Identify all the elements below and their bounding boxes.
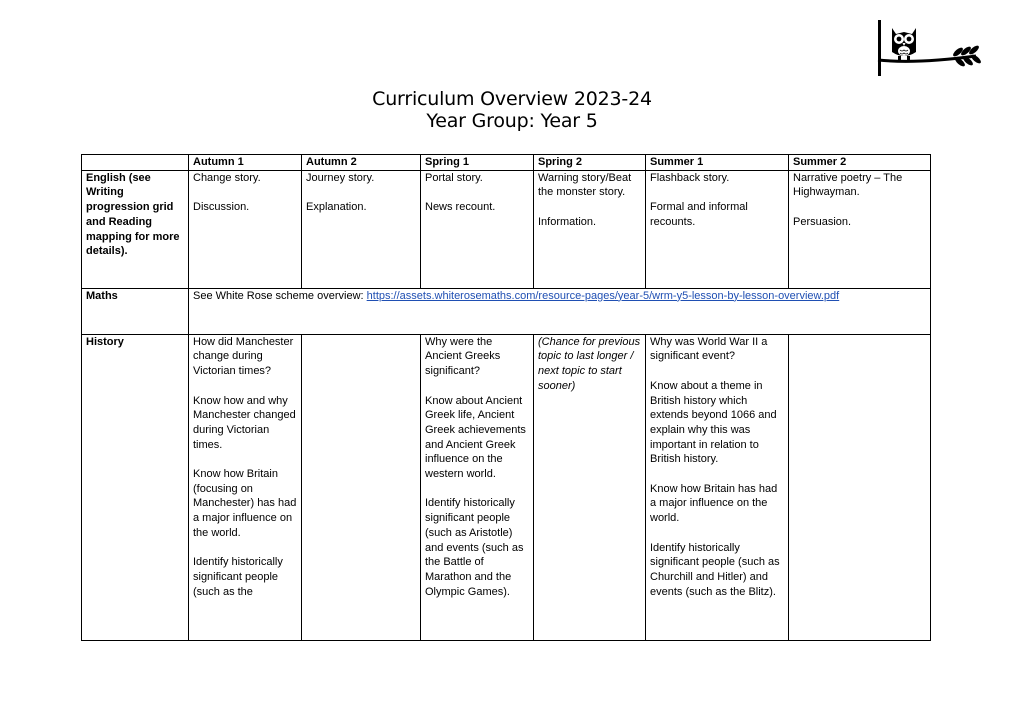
document-title-block xyxy=(0,88,1024,132)
table-cell xyxy=(534,170,646,288)
cell-text: Portal story. News recount. xyxy=(425,171,496,214)
header-cell-empty xyxy=(82,155,189,171)
header-cell-spring-2: Spring 2 xyxy=(534,155,646,171)
history-row xyxy=(82,334,931,640)
cell-text: Journey story. Explanation. xyxy=(306,171,375,214)
table-cell xyxy=(421,334,534,640)
table-cell xyxy=(789,334,931,640)
cell-text: Change story. Discussion. xyxy=(193,171,261,214)
cell-text: Why was World War II a significant event? Know about a theme in British history which extends beyond 1066 and explain why this was important in relation to British history. Know how Britain has had a major influence on the world. Identify historically significant people (such as Churchill and Hitler) and events (such as the Blitz). xyxy=(650,335,780,598)
owl-logo xyxy=(876,20,986,78)
maths-row xyxy=(82,288,931,334)
document-title: Curriculum Overview 2023-24 xyxy=(372,88,652,110)
table-cell xyxy=(789,170,931,288)
cell-text: How did Manchester change during Victorian times? Know how and why Manchester changed during Victorian times. Know how Britain (focusing on Manchester) has had a major influence on the world. Identify historically significant people (such as the xyxy=(193,335,297,598)
table-cell xyxy=(189,334,302,640)
header-cell-summer-1: Summer 1 xyxy=(646,155,789,171)
row-label-history-text: History xyxy=(86,335,124,348)
curriculum-table xyxy=(81,154,931,641)
row-label-maths-text: Maths xyxy=(86,289,118,302)
header-cell-spring-1: Spring 1 xyxy=(421,155,534,171)
cell-text: Warning story/Beat the monster story. Information. xyxy=(538,171,632,228)
row-label-history xyxy=(82,334,189,640)
cell-text: Flashback story. Formal and informal recounts. xyxy=(650,171,748,228)
maths-cell xyxy=(189,288,931,334)
table-cell xyxy=(646,170,789,288)
header-row xyxy=(82,155,931,171)
header-cell-summer-2: Summer 2 xyxy=(789,155,931,171)
table-cell xyxy=(421,170,534,288)
row-label-maths xyxy=(82,288,189,334)
table-cell xyxy=(189,170,302,288)
white-rose-link[interactable]: https://assets.whiterosemaths.com/resource-pages/year-5/wrm-y5-lesson-by-lesson-overview.pdf xyxy=(366,289,840,302)
maths-text: See White Rose scheme overview: xyxy=(193,289,367,302)
english-row xyxy=(82,170,931,288)
header-cell-autumn-2: Autumn 2 xyxy=(302,155,421,171)
row-label-english-text: English (see Writing progression grid and Reading mapping for more details). xyxy=(86,171,180,258)
table-cell xyxy=(534,334,646,640)
owl-on-branch-icon xyxy=(876,20,986,78)
year-group-title: Year Group: Year 5 xyxy=(426,110,598,132)
cell-text-note: (Chance for previous topic to last longer / next topic to start sooner) xyxy=(538,335,641,392)
table-cell xyxy=(302,334,421,640)
row-label-english xyxy=(82,170,189,288)
table-cell xyxy=(302,170,421,288)
cell-text: Narrative poetry – The Highwayman. Persuasion. xyxy=(793,171,903,228)
header-cell-autumn-1: Autumn 1 xyxy=(189,155,302,171)
table-cell xyxy=(646,334,789,640)
cell-text: Why were the Ancient Greeks significant? Know about Ancient Greek life, Ancient Greek achievements and Ancient Greek influence on the western world. Identify historically significant people (such as Aristotle) and events (such as the Battle of Marathon and the Olympic Games). xyxy=(425,335,526,598)
